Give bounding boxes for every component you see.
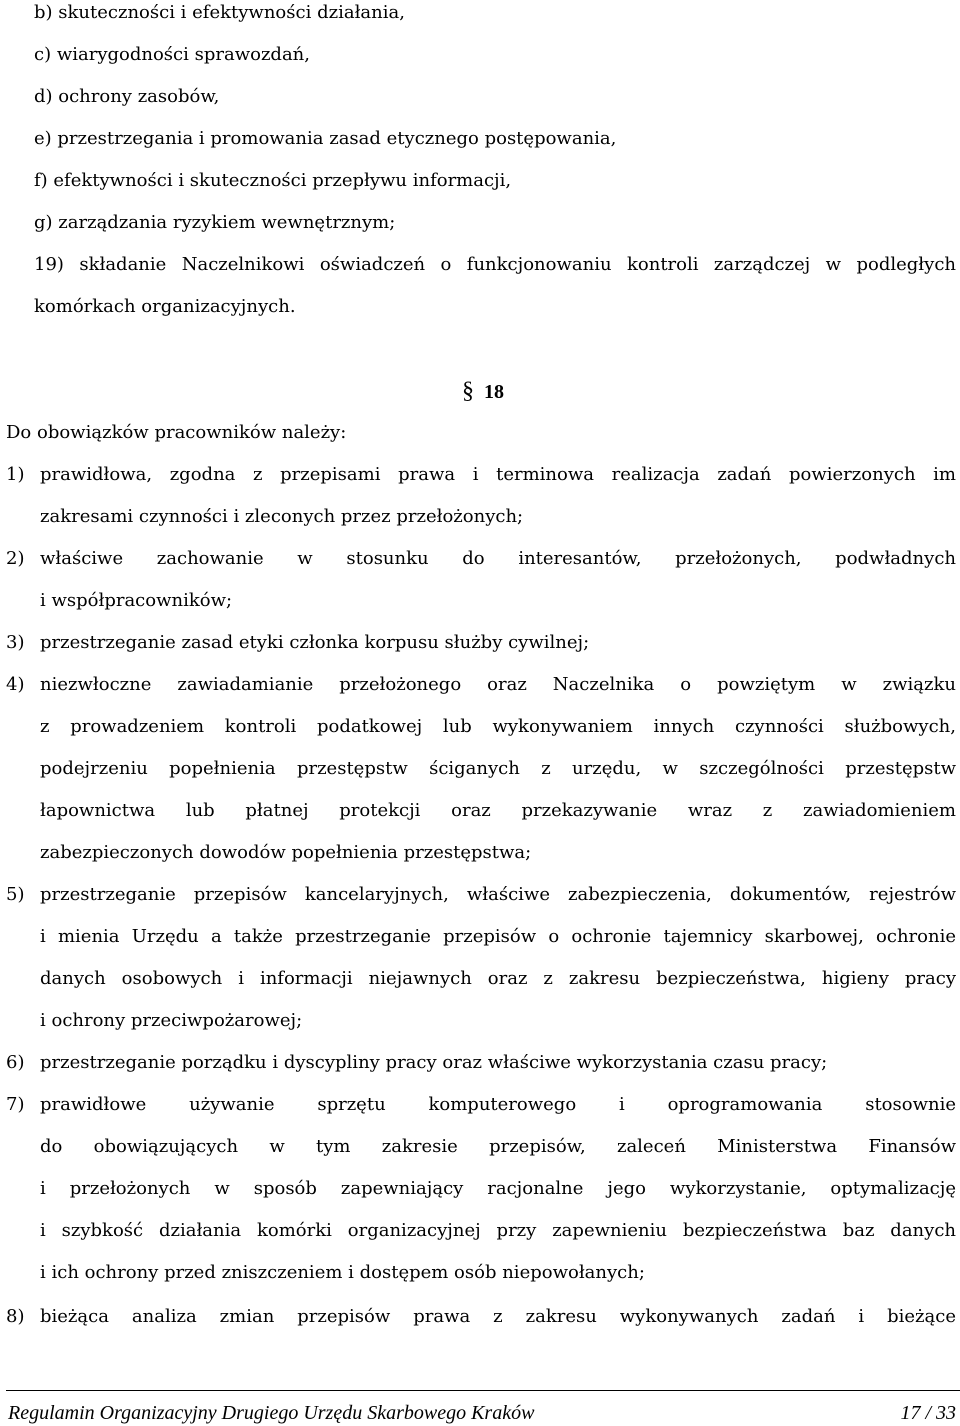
item-line: przestrzeganie przepisów kancelaryjnych, właściwe zabezpieczenia, dokumentów, rejestrów bbox=[40, 884, 956, 905]
item-line: zakresami czynności i zleconych przez przełożonych; bbox=[40, 506, 524, 527]
item-line: właściwe zachowanie w stosunku do interesantów, przełożonych, podwładnych bbox=[40, 548, 956, 569]
item-line: danych osobowych i informacji niejawnych oraz z zakresu bezpieczeństwa, higieny pracy bbox=[40, 968, 956, 989]
item-line: i przełożonych w sposób zapewniający racjonalne jego wykorzystanie, optymalizację bbox=[40, 1178, 956, 1199]
prev-item-e: e) przestrzegania i promowania zasad etycznego postępowania, bbox=[34, 128, 617, 149]
prev-item-19-cont: komórkach organizacyjnych. bbox=[34, 296, 296, 317]
item-line: i ochrony przeciwpożarowej; bbox=[40, 1010, 303, 1031]
item-line: zabezpieczonych dowodów popełnienia przestępstwa; bbox=[40, 842, 532, 863]
item-number: 8) bbox=[6, 1306, 25, 1327]
section-number: 18 bbox=[484, 381, 504, 403]
footer-title: Regulamin Organizacyjny Drugiego Urzędu Skarbowego Kraków bbox=[8, 1402, 535, 1424]
footer-divider bbox=[6, 1390, 960, 1391]
item-line: i ich ochrony przed zniszczeniem i dostępem osób niepowołanych; bbox=[40, 1262, 645, 1283]
item-number: 5) bbox=[6, 884, 25, 905]
item-line: do obowiązujących w tym zakresie przepisów, zaleceń Ministerstwa Finansów bbox=[40, 1136, 956, 1157]
prev-item-f: f) efektywności i skuteczności przepływu informacji, bbox=[34, 170, 512, 191]
prev-item-b: b) skuteczności i efektywności działania, bbox=[34, 2, 405, 23]
item-line: podejrzeniu popełnienia przestępstw ściganych z urzędu, w szczególności przestępstw bbox=[40, 758, 956, 779]
prev-item-19: 19) składanie Naczelnikowi oświadczeń o funkcjonowaniu kontroli zarządczej w podległych bbox=[34, 254, 956, 275]
prev-item-g: g) zarządzania ryzykiem wewnętrznym; bbox=[34, 212, 396, 233]
item-line: przestrzeganie porządku i dyscypliny pracy oraz właściwe wykorzystania czasu pracy; bbox=[40, 1052, 828, 1073]
item-line: z prowadzeniem kontroli podatkowej lub wykonywaniem innych czynności służbowych, bbox=[40, 716, 956, 737]
item-number: 3) bbox=[6, 632, 25, 653]
section-intro: Do obowiązków pracowników należy: bbox=[6, 422, 347, 443]
item-line: przestrzeganie zasad etyki członka korpusu służby cywilnej; bbox=[40, 632, 590, 653]
item-line: i szybkość działania komórki organizacyjnej przy zapewnieniu bezpieczeństwa baz danych bbox=[40, 1220, 956, 1241]
section-heading bbox=[462, 378, 504, 405]
item-number: 6) bbox=[6, 1052, 25, 1073]
item-line: łapownictwa lub płatnej protekcji oraz przekazywanie wraz z zawiadomieniem bbox=[40, 800, 956, 821]
item-line: niezwłoczne zawiadamianie przełożonego oraz Naczelnika o powziętym w związku bbox=[40, 674, 956, 695]
item-line: i współpracowników; bbox=[40, 590, 233, 611]
item-line: bieżąca analiza zmian przepisów prawa z zakresu wykonywanych zadań i bieżące bbox=[40, 1306, 956, 1327]
item-number: 2) bbox=[6, 548, 25, 569]
item-number: 4) bbox=[6, 674, 25, 695]
item-number: 1) bbox=[6, 464, 25, 485]
footer-page-number: 17 / 33 bbox=[900, 1402, 956, 1424]
item-line: i mienia Urzędu a także przestrzeganie przepisów o ochronie tajemnicy skarbowej, ochronie bbox=[40, 926, 956, 947]
item-line: prawidłowe używanie sprzętu komputerowego i oprogramowania stosownie bbox=[40, 1094, 956, 1115]
section-symbol: § bbox=[462, 378, 474, 404]
item-line: prawidłowa, zgodna z przepisami prawa i terminowa realizacja zadań powierzonych im bbox=[40, 464, 956, 485]
item-number: 7) bbox=[6, 1094, 25, 1115]
prev-item-c: c) wiarygodności sprawozdań, bbox=[34, 44, 310, 65]
prev-item-d: d) ochrony zasobów, bbox=[34, 86, 220, 107]
